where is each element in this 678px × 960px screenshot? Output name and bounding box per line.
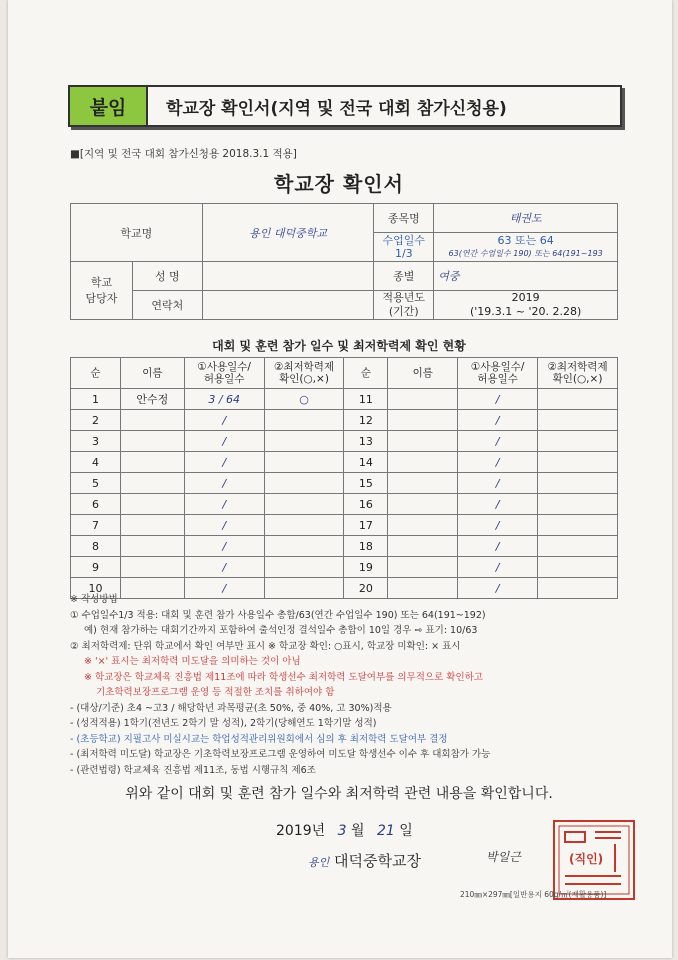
col-min-right-2: 확인(○,×) [552,373,603,385]
cell-l-name [120,494,184,515]
cell-l-min [264,431,344,452]
cell-r-no: 14 [344,452,388,473]
cell-r-min [538,473,618,494]
col-days-right-2: 허용일수 [477,373,518,385]
cell-r-days: / [458,431,538,452]
cell-l-days: / [184,515,264,536]
cell-l-days: / [184,473,264,494]
cell-r-no: 17 [344,515,388,536]
cell-l-days: / [184,410,264,431]
days-label-1: 수업일수 [382,234,426,247]
year-value: 2019 [511,291,540,304]
cell-l-no: 4 [71,452,121,473]
table-row [71,452,618,473]
cell-l-name [120,536,184,557]
col-min-right-1: ②최저학력제 [547,361,608,373]
cell-r-no: 16 [344,494,388,515]
cell-l-no: 2 [71,410,121,431]
cell-r-days: / [458,473,538,494]
cell-r-no: 19 [344,557,388,578]
date-year: 2019년 [276,823,326,839]
cell-r-no: 12 [344,410,388,431]
date-month-unit: 월 [350,823,365,839]
col-order-right: 순 [344,358,388,389]
principal-title: 대덕중학교장 [334,852,421,870]
cell-r-no: 13 [344,431,388,452]
note-1b: 예) 현재 참가하는 대회기간까지 포함하여 출석인정 결석일수 총합이 10일 경우 ⇨ 표기: 10/63 [84,625,478,636]
cell-r-min [538,515,618,536]
col-min-1: ②최저학력제 [273,361,335,373]
cell-l-days: / [184,536,264,557]
days-value: 63 또는 64 [497,234,554,247]
cell-r-name [388,473,458,494]
attachment-badge: 붙임 [70,87,148,125]
cell-r-days: / [458,410,538,431]
cell-r-name [388,389,458,410]
note-7: - (초등학교) 지필고사 미실시교는 학업성적관리위원회에서 심의 후 최저학력 도달여부 결정 [70,733,448,745]
version-note: ■[지역 및 전국 대회 참가신청용 2018.3.1 적용] [70,148,297,160]
cell-l-min [264,473,344,494]
cell-l-no: 9 [71,557,121,578]
cell-r-no: 20 [344,578,388,599]
cell-l-min [264,494,344,515]
instructions [70,592,630,778]
cell-l-name [120,473,184,494]
cell-r-no: 18 [344,536,388,557]
cell-r-min [538,431,618,452]
col-days-2: 허용일수 [203,373,245,385]
days-note: 63(연간 수업일수 190) 또는 64(191~193 [448,249,603,258]
cell-r-no: 15 [344,473,388,494]
cell-l-days: / [184,578,264,599]
name-label: 성 명 [132,262,202,291]
col-days-right-1: ①사용일수/ [470,361,525,373]
cell-r-days: / [458,557,538,578]
cell-r-name [388,494,458,515]
cell-r-name [388,452,458,473]
cell-l-name [120,452,184,473]
principal-region: 용인 [308,856,330,869]
cell-l-days: / [184,452,264,473]
header-title: 학교장 확인서(지역 및 전국 대회 참가신청용) [166,98,507,119]
col-order: 순 [71,358,121,389]
cell-r-name [388,431,458,452]
cell-l-min [264,410,344,431]
col-min-2: 확인(○,×) [279,373,329,385]
cell-l-days: 3 / 64 [184,389,264,410]
cell-l-name: 안수정 [120,389,184,410]
cell-l-days: / [184,431,264,452]
date-month: 3 [337,823,347,839]
school-value: 용인 대덕중학교 [202,204,374,262]
principal-line [308,850,421,871]
cell-l-days: / [184,557,264,578]
gender-value: 여중 [434,262,618,291]
days-label-2: 1/3 [394,247,413,260]
note-5: - (대상/기준) 초4 ~고3 / 해당학년 과목평균(초 50%, 중 40%, 고 30%)적용 [70,702,392,714]
cell-r-name [388,536,458,557]
header-box [68,85,622,127]
cell-r-days: / [458,494,538,515]
cell-l-name [120,515,184,536]
col-name-right: 이름 [388,358,458,389]
school-label: 학교명 [71,204,203,262]
official-seal [553,820,635,900]
date-line [276,820,413,840]
cell-r-days: / [458,578,538,599]
year-label-2: (기간) [388,305,419,318]
cell-l-min [264,515,344,536]
col-name: 이름 [120,358,184,389]
participation-table [70,357,618,599]
table-row [71,557,618,578]
cell-l-name [120,431,184,452]
year-period: ('19.3.1 ~ '20. 2.28) [469,305,582,318]
note-4b: 기초학력보장프로그램 운영 등 적절한 조치를 취하여야 함 [96,687,335,698]
date-day: 21 [376,823,395,839]
cell-l-no: 1 [71,389,121,410]
note-6: - (성적적용) 1학기(전년도 2학기 말 성적), 2학기(당해연도 1학기말 성적) [70,718,377,729]
document-page [8,0,672,958]
seal-text: (직인) [569,852,604,866]
cell-l-days: / [184,494,264,515]
cell-r-min [538,389,618,410]
event-label: 종목명 [374,204,434,233]
table-row [71,389,618,410]
cell-l-min [264,536,344,557]
event-value: 태권도 [434,204,618,233]
cell-l-min: ○ [264,389,344,410]
date-day-unit: 일 [399,823,413,839]
confirmation-text: 위와 같이 대회 및 훈련 참가 일수와 최저학력 관련 내용을 확인합니다. [125,786,553,802]
info-table [70,203,618,320]
cell-r-min [538,557,618,578]
col-days-1: ①사용일수/ [197,361,251,373]
cell-r-min [538,410,618,431]
cell-r-min [538,536,618,557]
cell-r-min [538,452,618,473]
cell-l-no: 5 [71,473,121,494]
cell-l-no: 8 [71,536,121,557]
cell-l-name [120,557,184,578]
staff-label-1: 학교 [90,275,113,289]
cell-l-no: 6 [71,494,121,515]
cell-l-no: 7 [71,515,121,536]
note-2: ② 최저학력제: 단위 학교에서 확인 여부만 표시 ※ 학교장 확인: ○표시, 학교장 미확인: × 표시 [70,640,461,652]
cell-r-days: / [458,536,538,557]
cell-r-days: / [458,452,538,473]
document-title: 학교장 확인서 [274,172,404,196]
contact-value [202,291,374,320]
paper-spec: 210㎜×297㎜[일반용지 60g/㎡(재활용품)] [460,890,607,899]
cell-r-no: 11 [344,389,388,410]
cell-r-name [388,410,458,431]
notes-heading: ※ 작성방법 [70,594,118,605]
cell-l-no: 3 [71,431,121,452]
cell-l-name [120,410,184,431]
note-4a: ※ 학교장은 학교체육 진흥법 제11조에 따라 학생선수 최저학력 도달여부를 의무적으로 확인하고 [84,671,483,683]
year-label-1: 적용년도 [382,291,426,304]
note-9: - (관련법령) 학교체육 진흥법 제11조, 동법 시행규칙 제6조 [70,764,316,776]
cell-l-no: 10 [71,578,121,599]
note-1a: ① 수업일수1/3 적용: 대회 및 훈련 참가 사용일수 총합/63(연간 수업일수 190) 또는 64(191~192) [70,609,486,621]
cell-l-min [264,557,344,578]
cell-r-min [538,494,618,515]
staff-label-2: 담당자 [85,291,118,305]
contact-label: 연락처 [132,291,202,320]
table-row [71,410,618,431]
gender-label: 종별 [374,262,434,291]
name-value [202,262,374,291]
cell-r-name [388,515,458,536]
table-row [71,473,618,494]
section-title: 대회 및 훈련 참가 일수 및 최저학력제 확인 현황 [212,339,466,353]
signature: 박일근 [486,850,521,864]
cell-l-min [264,452,344,473]
cell-r-days: / [458,515,538,536]
note-8: - (최저학력 미도달) 학교장은 기초학력보장프로그램 운영하여 미도달 학생선수 이수 후 대회참가 가능 [70,749,491,760]
table-row [71,494,618,515]
table-row [71,431,618,452]
cell-r-days: / [458,389,538,410]
table-row [71,515,618,536]
note-3: ※ '×' 표시는 최저학력 미도달을 의미하는 것이 아님 [84,656,301,667]
cell-r-name [388,557,458,578]
table-row [71,536,618,557]
